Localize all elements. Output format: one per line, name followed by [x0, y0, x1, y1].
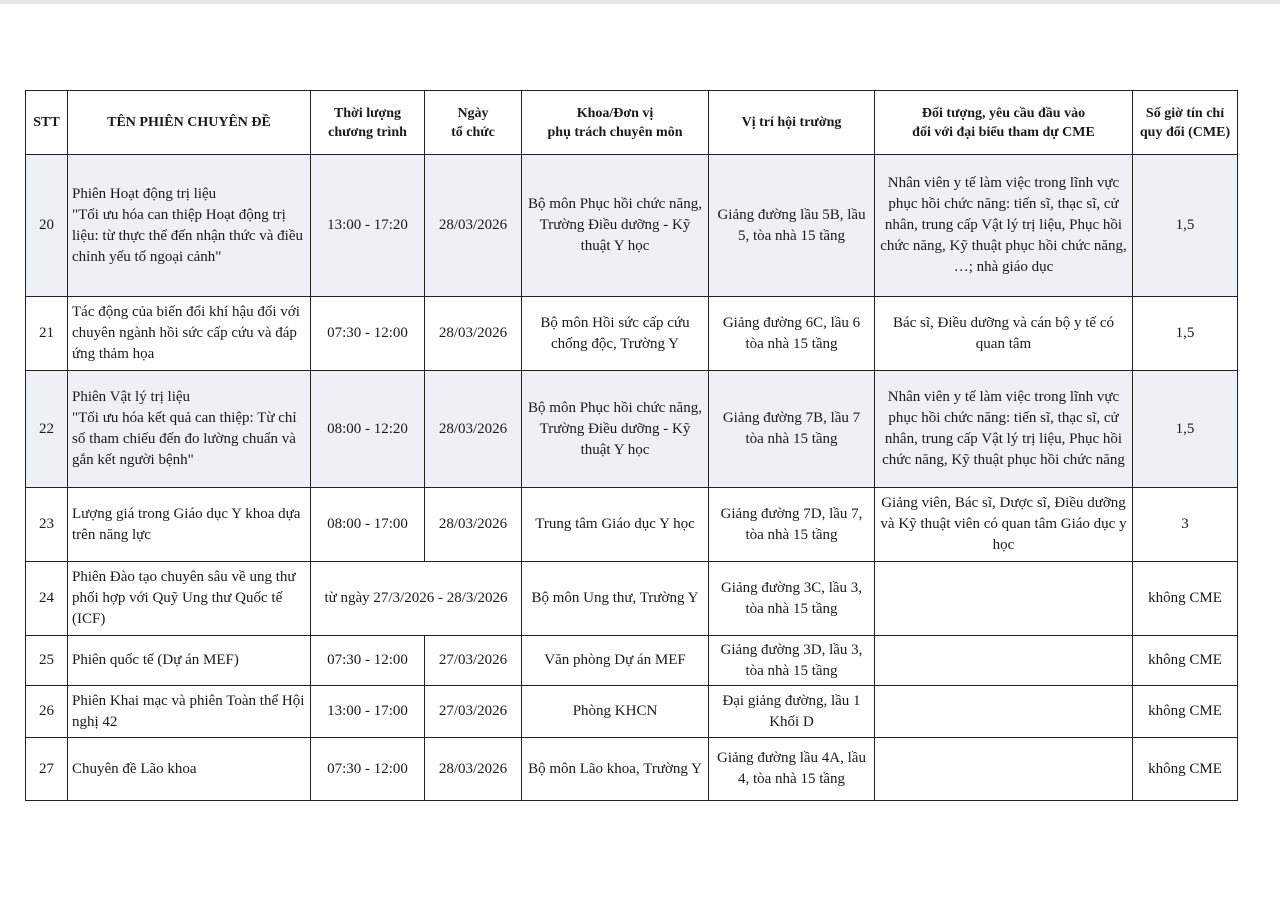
row-stt: 27 — [26, 738, 68, 801]
row-stt: 25 — [26, 636, 68, 686]
row-location: Giảng đường 3D, lầu 3, tòa nhà 15 tầng — [709, 636, 875, 686]
row-target-audience: Nhân viên y tế làm việc trong lĩnh vực phục hồi chức năng: tiến sĩ, thạc sĩ, cử nhân, trung cấp Vật lý trị liệu, Phục hồi chức năng, Kỹ thuật phục hồi chức năng — [875, 371, 1133, 488]
row-target-audience: Nhân viên y tế làm việc trong lĩnh vực phục hồi chức năng: tiến sĩ, thạc sĩ, cử nhân, trung cấp Vật lý trị liệu, Phục hồi chức năng, Kỹ thuật phục hồi chức năng, …; nhà giáo dục — [875, 155, 1133, 297]
row-stt: 21 — [26, 297, 68, 371]
row-department: Văn phòng Dự án MEF — [522, 636, 709, 686]
header-date: Ngày tổ chức — [425, 91, 522, 155]
header-target-audience: Đối tượng, yêu cầu đầu vào đối với đại biểu tham dự CME — [875, 91, 1133, 155]
row-location: Giảng đường 6C, lầu 6 tòa nhà 15 tầng — [709, 297, 875, 371]
row-time: 13:00 - 17:00 — [311, 686, 425, 738]
row-time: 08:00 - 17:00 — [311, 488, 425, 562]
row-cme: 1,5 — [1133, 371, 1238, 488]
row-cme: không CME — [1133, 738, 1238, 801]
row-stt: 23 — [26, 488, 68, 562]
row-cme: 1,5 — [1133, 297, 1238, 371]
row-cme: không CME — [1133, 562, 1238, 636]
table-row — [26, 155, 1238, 297]
table-row — [26, 636, 1238, 686]
row-date: 28/03/2026 — [425, 738, 522, 801]
row-target-audience — [875, 686, 1133, 738]
row-department: Bộ môn Lão khoa, Trường Y — [522, 738, 709, 801]
row-stt: 22 — [26, 371, 68, 488]
table-row — [26, 371, 1238, 488]
row-session-name: Tác động của biến đổi khí hậu đối với chuyên ngành hồi sức cấp cứu và đáp ứng thảm họa — [68, 297, 311, 371]
row-session-name: Chuyên đề Lão khoa — [68, 738, 311, 801]
row-date: 28/03/2026 — [425, 155, 522, 297]
row-date: 28/03/2026 — [425, 297, 522, 371]
table-row — [26, 562, 1238, 636]
row-date: 28/03/2026 — [425, 371, 522, 488]
row-cme: 1,5 — [1133, 155, 1238, 297]
row-department: Bộ môn Ung thư, Trường Y — [522, 562, 709, 636]
row-cme: không CME — [1133, 636, 1238, 686]
header-session-name: TÊN PHIÊN CHUYÊN ĐỀ — [68, 91, 311, 155]
row-session-name: Phiên Khai mạc và phiên Toàn thể Hội nghị 42 — [68, 686, 311, 738]
table-row — [26, 738, 1238, 801]
table-header-row — [26, 91, 1238, 155]
row-time: 07:30 - 12:00 — [311, 738, 425, 801]
header-duration: Thời lượng chương trình — [311, 91, 425, 155]
header-department: Khoa/Đơn vị phụ trách chuyên môn — [522, 91, 709, 155]
row-session-name: Phiên Vật lý trị liệu "Tối ưu hóa kết quả can thiệp: Từ chỉ số tham chiếu đến đo lường chuẩn và gắn kết người bệnh" — [68, 371, 311, 488]
session-schedule-table — [25, 90, 1238, 801]
row-date: 27/03/2026 — [425, 686, 522, 738]
row-session-name: Lượng giá trong Giáo dục Y khoa dựa trên năng lực — [68, 488, 311, 562]
row-time: 07:30 - 12:00 — [311, 297, 425, 371]
row-location: Giảng đường lầu 5B, lầu 5, tòa nhà 15 tầng — [709, 155, 875, 297]
row-target-audience — [875, 562, 1133, 636]
row-date: 27/03/2026 — [425, 636, 522, 686]
row-time-date-range: từ ngày 27/3/2026 - 28/3/2026 — [311, 562, 522, 636]
row-location: Giảng đường lầu 4A, lầu 4, tòa nhà 15 tầng — [709, 738, 875, 801]
row-department: Trung tâm Giáo dục Y học — [522, 488, 709, 562]
row-stt: 20 — [26, 155, 68, 297]
row-session-name: Phiên Hoạt động trị liệu "Tối ưu hóa can thiệp Hoạt động trị liệu: từ thực thể đến nhận thức và điều chỉnh yếu tố ngoại cảnh" — [68, 155, 311, 297]
row-session-name: Phiên Đào tạo chuyên sâu về ung thư phối hợp với Quỹ Ung thư Quốc tế (ICF) — [68, 562, 311, 636]
row-target-audience: Bác sĩ, Điều dưỡng và cán bộ y tế có quan tâm — [875, 297, 1133, 371]
row-location: Giảng đường 7D, lầu 7, tòa nhà 15 tầng — [709, 488, 875, 562]
page-top-edge — [0, 0, 1280, 4]
header-location: Vị trí hội trường — [709, 91, 875, 155]
table-row — [26, 297, 1238, 371]
row-location: Giảng đường 3C, lầu 3, tòa nhà 15 tầng — [709, 562, 875, 636]
row-location: Đại giảng đường, lầu 1 Khối D — [709, 686, 875, 738]
row-department: Bộ môn Phục hồi chức năng, Trường Điều dưỡng - Kỹ thuật Y học — [522, 155, 709, 297]
row-target-audience: Giảng viên, Bác sĩ, Dược sĩ, Điều dưỡng và Kỹ thuật viên có quan tâm Giáo dục y học — [875, 488, 1133, 562]
row-time: 13:00 - 17:20 — [311, 155, 425, 297]
table-row — [26, 686, 1238, 738]
row-department: Phòng KHCN — [522, 686, 709, 738]
row-department: Bộ môn Hồi sức cấp cứu chống độc, Trường Y — [522, 297, 709, 371]
row-cme: 3 — [1133, 488, 1238, 562]
row-time: 08:00 - 12:20 — [311, 371, 425, 488]
table-row — [26, 488, 1238, 562]
row-time: 07:30 - 12:00 — [311, 636, 425, 686]
row-target-audience — [875, 636, 1133, 686]
row-stt: 26 — [26, 686, 68, 738]
row-cme: không CME — [1133, 686, 1238, 738]
row-location: Giảng đường 7B, lầu 7 tòa nhà 15 tầng — [709, 371, 875, 488]
header-stt: STT — [26, 91, 68, 155]
row-department: Bộ môn Phục hồi chức năng, Trường Điều dưỡng - Kỹ thuật Y học — [522, 371, 709, 488]
row-date: 28/03/2026 — [425, 488, 522, 562]
row-session-name: Phiên quốc tế (Dự án MEF) — [68, 636, 311, 686]
row-stt: 24 — [26, 562, 68, 636]
row-target-audience — [875, 738, 1133, 801]
header-cme-credits: Số giờ tín chỉ quy đổi (CME) — [1133, 91, 1238, 155]
